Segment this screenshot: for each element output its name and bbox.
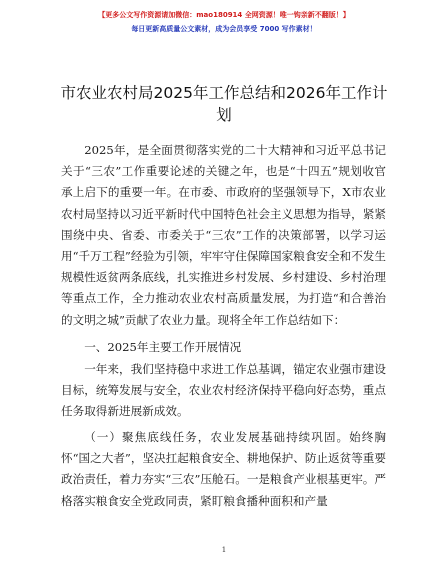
section-intro-paragraph: 一年来，我们坚持稳中求进工作总基调，锚定农业强市建设目标，统筹发展与安全，农业农村经济保持平稳向好态势，重点任务取得新进展新成效。 (61, 362, 386, 419)
document-title: 市农业农村局2025年工作总结和2026年工作计划 (60, 84, 388, 124)
promo-banner-blue: 每日更新高质量公文素材，成为会员享受 7000 写作素材！ (131, 25, 317, 33)
intro-paragraph: 2025年，是全面贯彻落实党的二十大精神和习近平总书记关于“三农”工作重要论述的关键之年，也是“十四五”规划收官承上启下的重要一年。在市委、市政府的坚强领导下，X市农业农村局坚持以习近平新时代中国特色社会主义思想为指导，紧紧围绕中央、省委、市委关于“三农”工作的决策部署，以学习运用“千万工程”经验为引领，牢牢守住保障国家粮食安全和不发生规模性返贫两条底线，扎实推进乡村发展、乡村建设、乡村治理等重点工作，全力推动农业农村高质量发展，为打造“和合善治的文明之城”贡献了农业力量。现将全年工作总结如下： (61, 143, 386, 327)
promo-banner-red: 【更多公文写作资源请加微信：mao180914 全网资源！唯一钩亲新不翻版！】 (98, 11, 350, 19)
subsection-paragraph: （一）聚焦底线任务，农业发展基础持续巩固。始终胸怀“国之大者”，坚决扛起粮食安全、耕地保护、防止返贫等重要政治责任，着力夯实“三农”压舱石。一是粮食产业根基更牢。严格落实粮食安全党政同责，紧盯粮食播种面积和产量 (61, 430, 386, 508)
page-number: 1 (221, 546, 227, 554)
section-heading: 一、2025年主要工作开展情况 (84, 340, 242, 354)
